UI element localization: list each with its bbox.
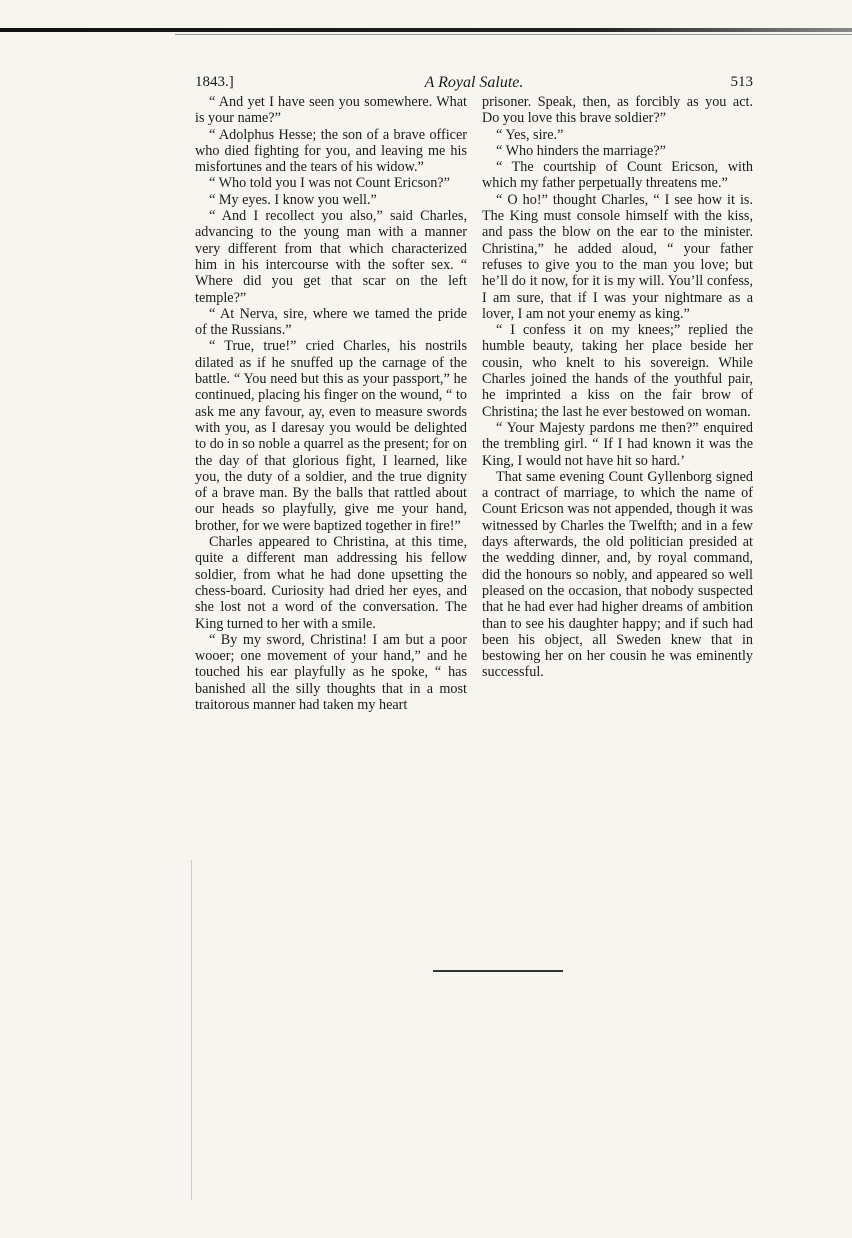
header-year: 1843.] xyxy=(195,74,234,90)
paragraph: “ Yes, sire.” xyxy=(496,126,564,143)
paragraph: “ By my sword, Christina! I am but a poor wooer; one movement of your hand,” and he touched his ear playfully as he spoke, “ has banished all the silly thoughts that in a most traitorous manner had taken my heart xyxy=(195,631,467,713)
paragraph: “ True, true!” cried Charles, his nostrils dilated as if he snuffed up the carnage of the battle. “ You need but this as your passport,” he continued, placing his finger on the wound, “ to ask me any favour, ay, even to measure swords with you, as I daresay you would be delighted to do in so noble a quarrel as the present; for on the day of that glorious fight, I learned, like you, the duty of a soldier, and the true dignity of a brave man. By the balls that rattled about our heads so playfully, give me your hand, brother, for we were baptized together in fire!” xyxy=(195,338,467,534)
page-number: 513 xyxy=(730,74,753,90)
top-border-rule xyxy=(0,28,852,32)
paragraph: “ Who told you I was not Count Ericson?” xyxy=(209,175,450,192)
paragraph: That same evening Count Gyllenborg signed a contract of marriage, to which the name of Count Ericson was not appended, though it was witnessed by Charles the Twelfth; and in a few days afterwards, the old politician presided at the wedding dinner, and, by royal command, did the honours so nobly, and appeared so well pleased on the occasion, that nobody suspected that he had ever had higher dreams of ambition than to see his daughter happy; and if such had been his object, all Sweden knew that in bestowing her on her cousin he was eminently successful. xyxy=(482,468,753,681)
paragraph-continued: prisoner. Speak, then, as forcibly as you act. Do you love this brave soldier?” xyxy=(482,94,753,127)
paragraph: “ The courtship of Count Ericson, with which my father perpetually threatens me.” xyxy=(482,159,753,192)
paragraph: “ And I recollect you also,” said Charles, advancing to the young man with a manner very different from that which characterized him in his intercourse with the softer sex. “ Where did you get that scar on the left temple?” xyxy=(195,208,467,306)
paragraph: “ My eyes. I know you well.” xyxy=(209,191,377,208)
end-of-article-rule xyxy=(433,970,563,972)
header-title: A Royal Salute. xyxy=(424,74,524,91)
paragraph: “ At Nerva, sire, where we tamed the pride of the Russians.” xyxy=(195,305,467,339)
top-thin-rule xyxy=(175,34,852,35)
paragraph: “ Adolphus Hesse; the son of a brave officer who died fighting for you, and leaving me his misfortunes and the tears of his widow.” xyxy=(195,126,467,176)
binding-margin-line xyxy=(191,860,192,1200)
paragraph: “ I confess it on my knees;” replied the humble beauty, taking her place beside her cousin, who knelt to his sovereign. While Charles joined the hands of the youthful pair, he imprinted a kiss on the fair brow of Christina; the last he ever bestowed on woman. xyxy=(482,322,753,420)
right-column xyxy=(482,94,753,681)
paragraph: “ Who hinders the marriage?” xyxy=(496,142,666,159)
paragraph: “ Your Majesty pardons me then?” enquired the trembling girl. “ If I had known it was the King, I would not have hit so hard.’ xyxy=(482,419,753,469)
paragraph: Charles appeared to Christina, at this time, quite a different man addressing his fellow soldier, from what he had done upsetting the chess-board. Curiosity had dried her eyes, and she lost not a word of the conversation. The King turned to her with a smile. xyxy=(195,534,467,632)
paragraph: “ O ho!” thought Charles, “ I see how it is. The King must console himself with the kiss, and pass the blow on the ear to the minister. Christina,” he added aloud, “ your father refuses to give you to the man you love; but he’ll do it now, for it is my will. You’ll confess, I am sure, that if I was your nightmare as a lover, I am not your enemy as king.” xyxy=(482,191,753,322)
left-column xyxy=(195,94,467,713)
running-header xyxy=(195,74,753,96)
paragraph: “ And yet I have seen you somewhere. What is your name?” xyxy=(195,94,467,127)
